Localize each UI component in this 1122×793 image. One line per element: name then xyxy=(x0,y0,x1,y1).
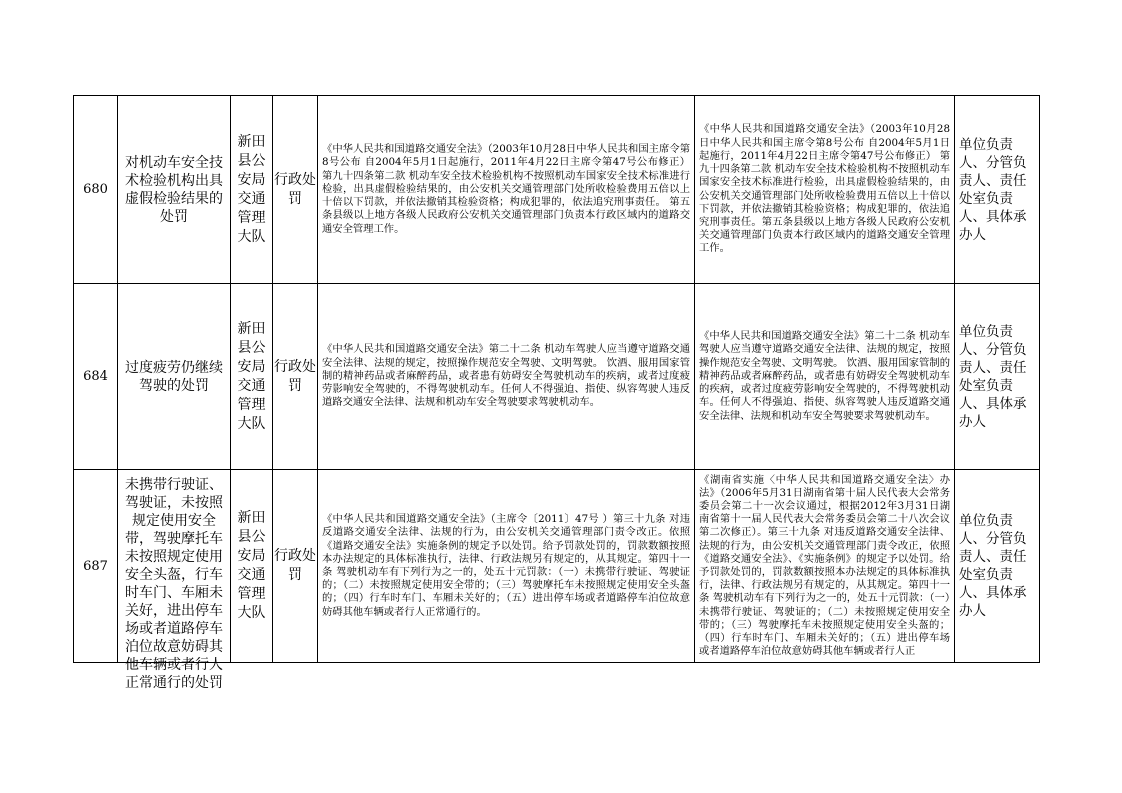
item-name: 对机动车安全技术检验机构出具虚假检验结果的处罚 xyxy=(118,96,231,284)
item-number: 684 xyxy=(74,284,118,470)
item-number: 680 xyxy=(74,96,118,284)
item-name-text: 未携带行驶证、驾驶证，未按照规定使用安全带，驾驶摩托车未按照规定使用安全头盔，行车时车门、车厢未关好，进出停车场或者道路停车泊位故意妨碍其他车辆或者行人正常通行的处罚 xyxy=(125,477,223,691)
power-type: 行政处罚 xyxy=(273,284,318,470)
table-row xyxy=(74,470,1040,663)
department: 新田县公安局交通管理大队 xyxy=(231,96,273,284)
table-row xyxy=(74,96,1040,284)
legal-basis: 《中华人民共和国道路交通安全法》（2003年10月28日中华人民共和国主席令第8号公布 自2004年5月1日起施行，2011年4月22日主席令第47号公布修正） 第九十四条第二款 机动车安全技术检验机构不按照机动车国家安全技术标准进行检验，出具虚假检验结果的，由公安机关交通管理部门处所收检验费用五倍以上十倍以下罚款，并依法撤销其检验资格；构成犯罪的，依法追究刑事责任。 第五条县级以上地方各级人民政府公安机关交通管理部门负责本行政区域内的道路交通安全管理工作。 xyxy=(318,96,695,284)
legal-basis: 《中华人民共和国道路交通安全法》（主席令〔2011〕47号 ）第三十九条 对违反道路交通安全法律、法规的行为，由公安机关交通管理部门责令改正。依照《道路交通安全法》实施条例的规定予以处罚。给予罚款处罚的，罚款数额按照本办法规定的具体标准执行，法律、行政法规另有规定的，从其规定。第四十一条 驾驶机动车有下列行为之一的，处五十元罚款：（一）未携带行驶证、驾驶证的；（二）未按照规定使用安全带的；（三）驾驶摩托车未按照规定使用安全头盔的；（四）行车时车门、车厢未关好的；（五）进出停车场或者道路停车泊位故意妨碍其他车辆或者行人正常通行的。 xyxy=(318,470,695,663)
power-type: 行政处罚 xyxy=(273,470,318,663)
power-type: 行政处罚 xyxy=(273,96,318,284)
legal-basis-detail: 《湖南省实施〈中华人民共和国道路交通安全法〉办法》（2006年5月31日湖南省第十届人民代表大会常务委员会第二十一次会议通过，根据2012年3月31日湖南省第十一届人民代表大会常务委员会第二十八次会议第二次修正）。第三十九条 对违反道路交通安全法律、法规的行为，由公安机关交通管理部门责令改正，依照《道路交通安全法》、《实施条例》的规定予以处罚。给予罚款处罚的，罚款数额按照本办法规定的具体标准执行，法律、行政法规另有规定的，从其规定。第四十一条 驾驶机动车有下列行为之一的，处五十元罚款：（一）未携带行驶证、驾驶证的；（二）未按照规定使用安全带的；（三）驾驶摩托车未按照规定使用安全头盔的；（四）行车时车门、车厢未关好的；（五）进出停车场或者道路停车泊位故意妨碍其他车辆或者行人正 xyxy=(695,470,955,663)
legal-basis: 《中华人民共和国道路交通安全法》第二十二条 机动车驾驶人应当遵守道路交通安全法律、法规的规定，按照操作规范安全驾驶、文明驾驶。 饮酒、服用国家管制的精神药品或者麻醉药品，或者患有妨碍安全驾驶机动车的疾病，或者过度疲劳影响安全驾驶的，不得驾驶机动车。任何人不得强迫、指使、纵容驾驶人违反道路交通安全法律、法规和机动车安全驾驶要求驾驶机动车。 xyxy=(318,284,695,470)
department: 新田县公安局交通管理大队 xyxy=(231,470,273,663)
table-row xyxy=(74,284,1040,470)
item-number: 687 xyxy=(74,470,118,663)
item-name: 过度疲劳仍继续驾驶的处罚 xyxy=(118,284,231,470)
responsible-persons: 单位负责人、分管负责人、责任处室负责人、具体承办人 xyxy=(955,470,1040,663)
department: 新田县公安局交通管理大队 xyxy=(231,284,273,470)
legal-basis-detail: 《中华人民共和国道路交通安全法》（2003年10月28日中华人民共和国主席令第8号公布 自2004年5月1日起施行，2011年4月22日主席令第47号公布修正） 第九十四条第二款 机动车安全技术检验机构不按照机动车国家安全技术标准进行检验，出具虚假检验结果的，由公安机关交通管理部门处所收检验费用五倍以上十倍以下罚款，并依法撤销其检验资格；构成犯罪的，依法追究刑事责任。第五条县级以上地方各级人民政府公安机关交通管理部门负责本行政区域内的道路交通安全管理工作。 xyxy=(695,96,955,284)
legal-basis-detail: 《中华人民共和国道路交通安全法》第二十二条 机动车驾驶人应当遵守道路交通安全法律、法规的规定，按照操作规范安全驾驶、文明驾驶。 饮酒、服用国家管制的精神药品或者麻醉药品，或者患有妨碍安全驾驶机动车的疾病，或者过度疲劳影响安全驾驶的，不得驾驶机动车。任何人不得强迫、指使、纵容驾驶人违反道路交通安全法律、法规和机动车安全驾驶要求驾驶机动车。 xyxy=(695,284,955,470)
item-name xyxy=(118,470,231,691)
responsible-persons: 单位负责人、分管负责人、责任处室负责人、具体承办人 xyxy=(955,284,1040,470)
responsible-persons: 单位负责人、分管负责人、责任处室负责人、具体承办人 xyxy=(955,96,1040,284)
penalty-table xyxy=(73,95,1040,691)
